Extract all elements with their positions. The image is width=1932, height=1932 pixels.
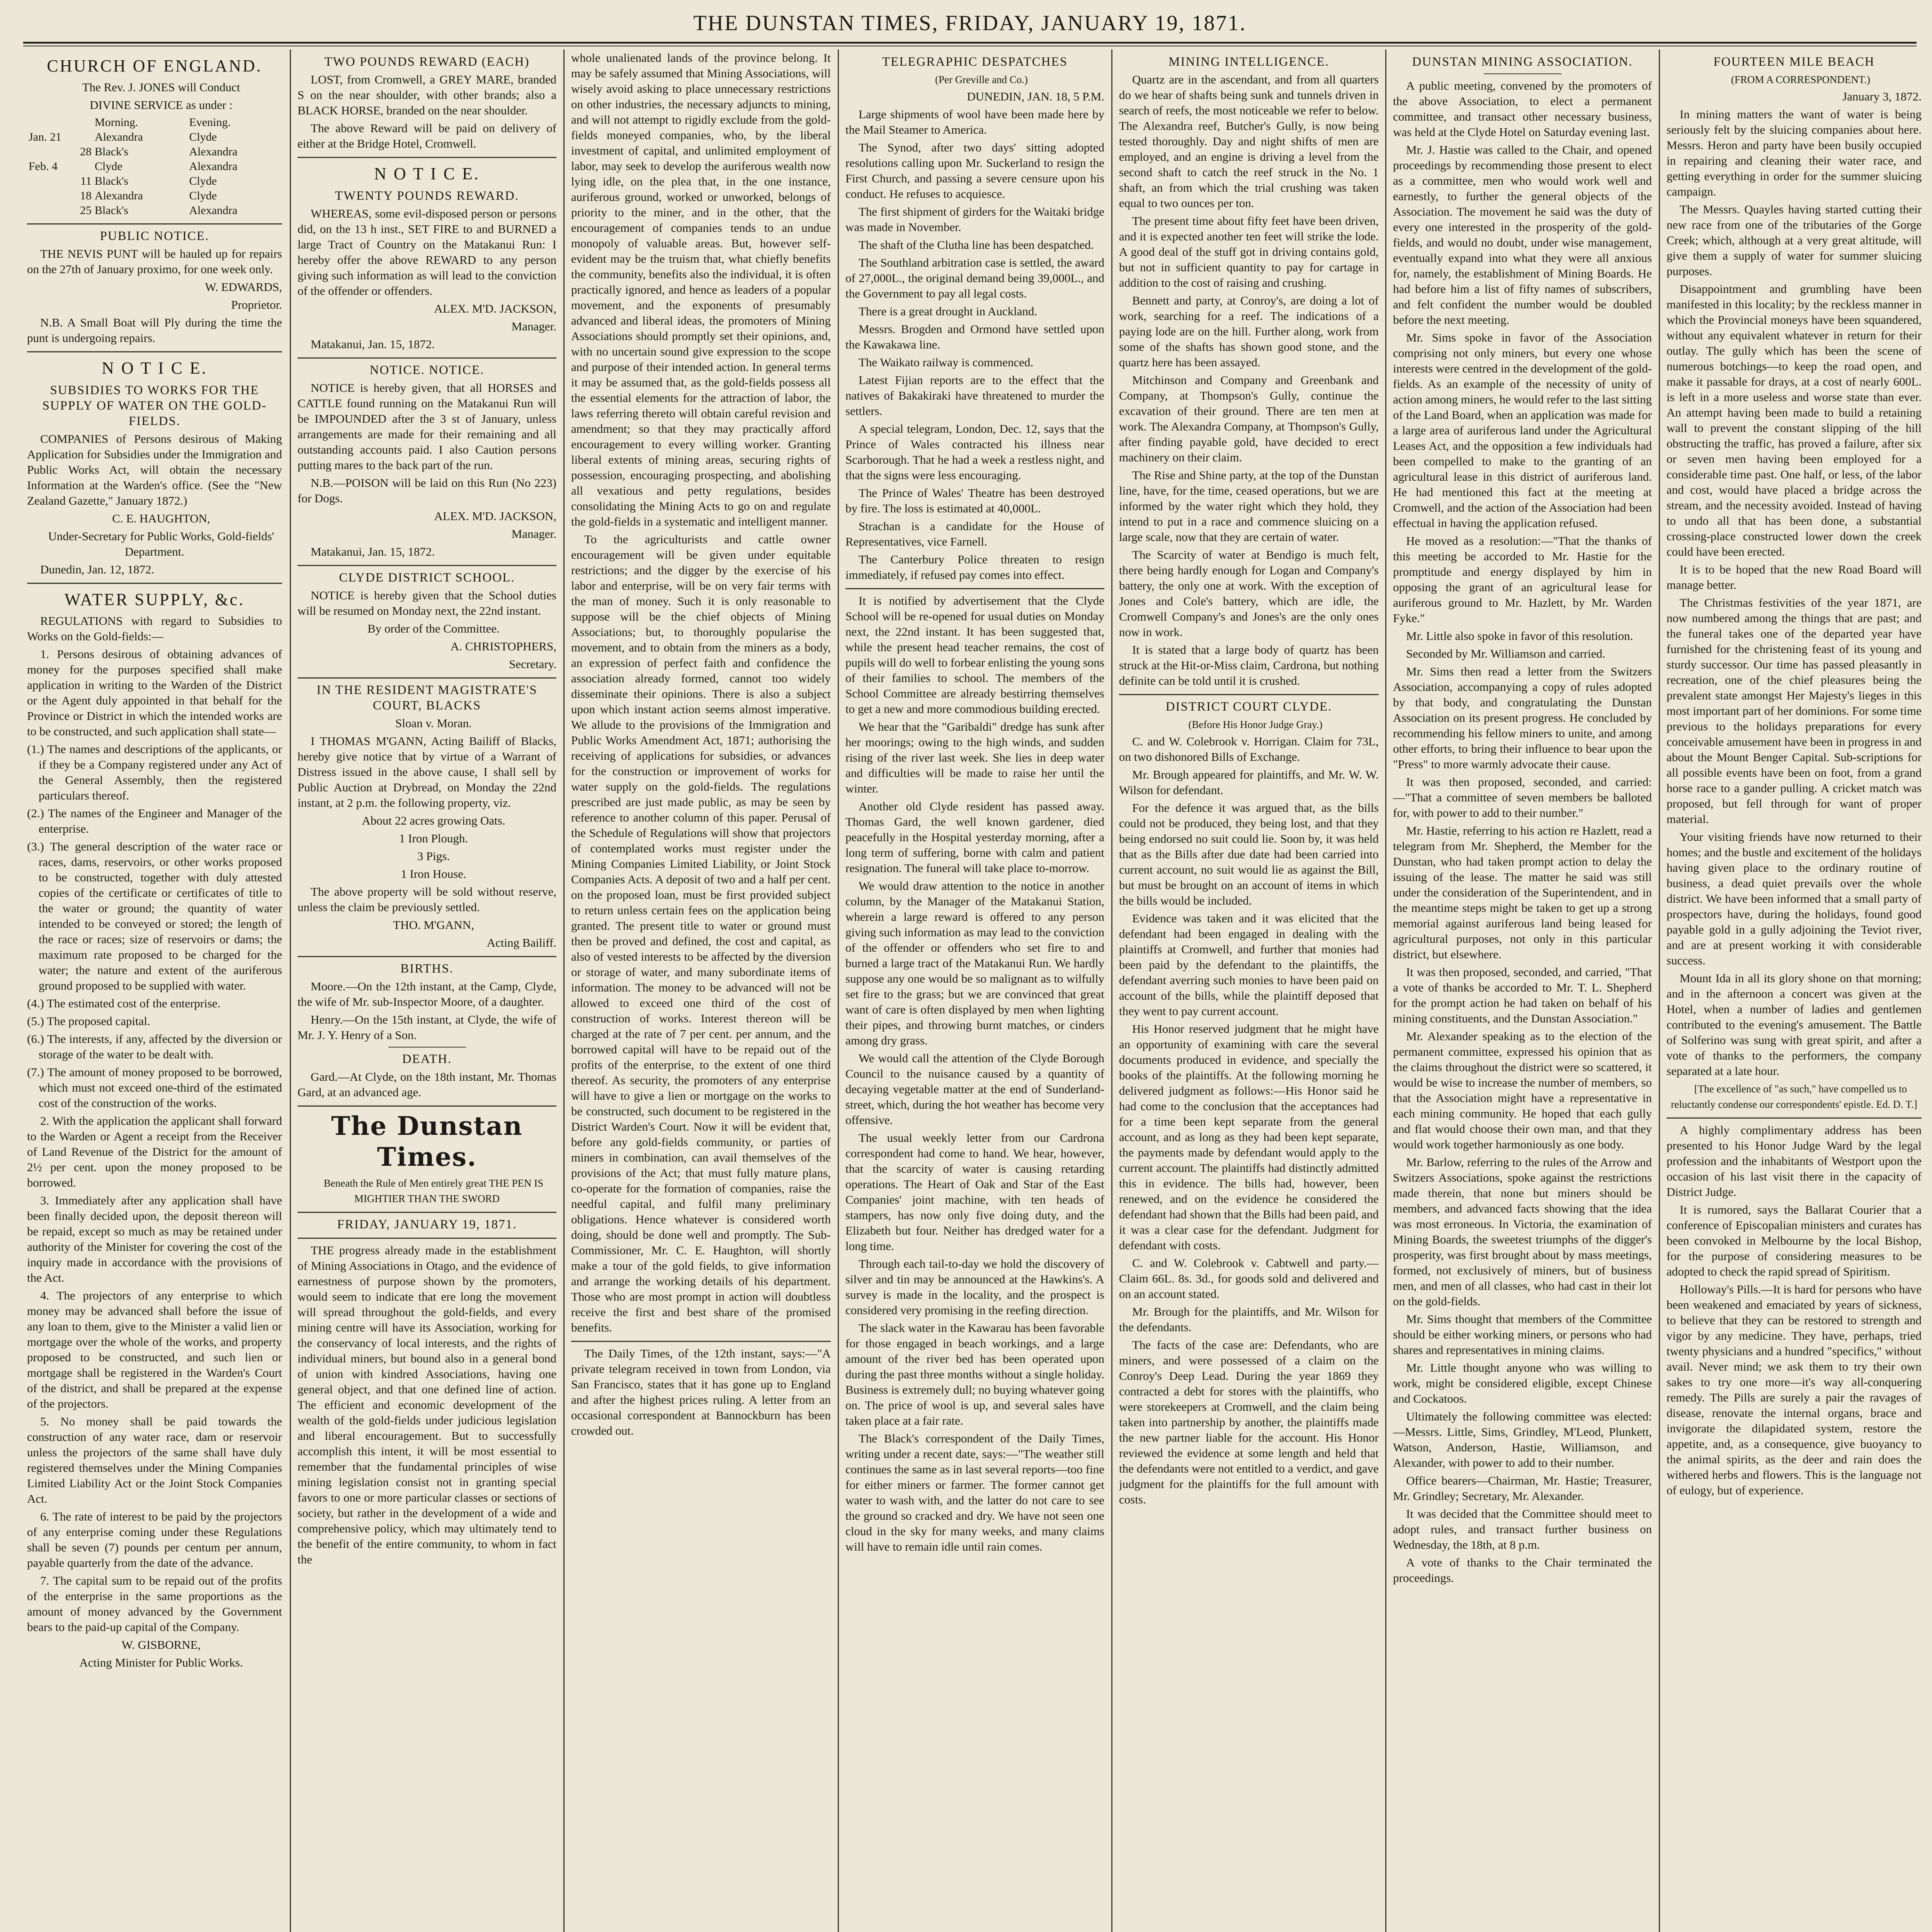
column-3	[571, 50, 831, 1932]
beach-sub: (FROM A CORRESPONDENT.)	[1731, 74, 1871, 85]
regulation-para: 6. The rate of interest to be paid by the projectors of any enterprise coming under these Regulations shall be seven (7) pounds per centum per annum, payable quarterly from the date of the advance.	[27, 1510, 282, 1570]
schedule-row	[27, 203, 282, 218]
regulation-item: (7.) The amount of money proposed to be borrowed, which must not exceed one-third of the estimated cost of the construction of the works.	[27, 1065, 282, 1110]
mining-para: The present time about fifty feet have been driven, and it is expected another ten feet will strike the lode. A good deal of the stuff got in driving contains gold, but not in sufficient quantity to pay for cartage in addition to the cost of raising and crushing.	[1119, 214, 1379, 289]
beach-title: FOURTEEN MILE BEACH	[1713, 55, 1875, 69]
divider	[298, 1105, 556, 1107]
schedule-evening: Clyde	[189, 131, 217, 143]
court-para: The facts of the case are: Defendants, who are miners, and were possessed of a claim on the Conroy's Deep Lead. During the year 1869 they contracted a debt for stores with the plaintiffs, who were storekeepers at Cromwell, and the claim being taken into partnership by another, the plaintiffs made the new partner liable for the account. His Honor reviewed the evidence at some length and held that the defendants were not entitled to a verdict, and gave judgment for the plaintiffs for the full amount with costs.	[1119, 1338, 1379, 1506]
notice-date: Dunedin, Jan. 12, 1872.	[40, 563, 155, 576]
masthead: THE DUNSTAN TIMES, FRIDAY, JANUARY 19, 1871.	[693, 11, 1247, 35]
schedule-evening: Alexandra	[189, 145, 238, 158]
paper-motto: Beneath the Rule of Men entirely great THE PEN IS MIGHTIER THAN THE SWORD	[323, 1177, 544, 1204]
schedule-date: 28	[80, 145, 92, 158]
mining-title: MINING INTELLIGENCE.	[1168, 55, 1329, 69]
public-notice-title: PUBLIC NOTICE.	[100, 229, 209, 243]
court-body: The above property will be sold without reserve, unless the claim be previously settled.	[298, 885, 556, 914]
divider	[388, 1047, 466, 1048]
death-notice: Gard.—At Clyde, on the 18th instant, Mr. Thomas Gard, at an advanced age.	[298, 1070, 556, 1099]
column-7	[1667, 50, 1922, 1932]
news-item: The Daily Times, of the 12th instant, says:—"A private telegram received in town from London, via San Francisco, states that it has gone up to England and after the highest prices ruling. A letter from an occasional correspondent at Bannockburn has been crowded out.	[571, 1347, 831, 1437]
beach-para: The Christmas festivities of the year 1871, are now numbered among the things that are past; and the funeral takes one of the departed year have furnished for the christening feast of its young and sturdy successor. Our time has passed pleasantly in recreation, one of the chief pleasures being the prevalent state amongst Her Majesty's lieges in this most important part of her dominions. For some time previous to the holidays preparations for every conceivable amusement have been in progress in and about the Mount Benger Capital. Sub-scriptions for all possible events have been on foot, from a grand horse race to a gander pulling. A cricket match was proposed, but fell through for want of proper material.	[1667, 596, 1922, 826]
schedule-morning: Alexandra	[95, 131, 143, 143]
schedule-head-morning: Morning.	[95, 116, 138, 129]
school-title: CLYDE DISTRICT SCHOOL.	[339, 571, 515, 585]
mining-para: The Scarcity of water at Bendigo is much felt, there being hardly enough for Logan and Company's battery, the only one at work. With the exception of Jones and Cole's battery, which are idle, the Cromwell Company's and Jones's are the only ones now in work.	[1119, 548, 1379, 639]
editorial-para: To the agriculturists and cattle owner encouragement will be given under equitable restrictions; and the digger by the exercise of his labor and enterprise, will be on very fair terms with the man of money. Such it is only reasonable to suppose will be the chief objects of Mining Associations; but, to thoroughly popularise the movement, and to obtain from the miners as a body, an expression of perfect faith and confidence the association already formed, cannot too widely disseminate their opinions. There is also a subject upon which instant action seems almost imperative. We allude to the provisions of the Immigration and Public Works Amendment Act, 1871; authorising the receiving of applications for subsidies, or advances for the construction or improvement of works for water supply on the gold-fields. The regulations prescribed are just made public, as may be seen by reference to another column of this paper. Perusal of the Schedule of Regulations will show that projectors of contemplated works must register under the Mining Companies Limited Liability, or Joint Stock Companies Acts. A deposit of two and a half per cent. on the proposed loan, must be first provided subject to return unless certain fees on the application being granted. The present title to water or ground must then be proved and defined, the cost and capital, as also of vested interests to be affected by the diversion or storage of water, and many subordinate items of information. The money to be advanced will not be allowed to exceed one third of the cost of construction of works. Interest thereon will be charged at the rate of 7 per cent. per annum, and the borrowed capital will have to be repaid out of the profits of the enterprise, to the extent of one third thereof. As security, the promoters of any enterprise will have to give a lien or mortgage on the works to be constructed, such document to be registered in the District Warden's Court. Now it will be evident that, before any gold-fields community, or parties of miners in combination, can avail themselves of the provisions of the Act; that must fully mature plans, co-operate for the formation of companies, raise the needful capital, and fulfil many preliminary obligations. Hence whatever is considered worth doing, should be done well and promptly. The Sub-Commissioner, Mr. C. E. Haughton, will shortly make a tour of the gold fields, to give information and arrange the working details of his department. Those who are most prompt in action will doubtless receive the first and best share of the promised benefits.	[571, 532, 831, 1334]
schedule-row	[27, 130, 282, 145]
column-rule	[838, 49, 839, 1932]
association-para: A vote of thanks to the Chair terminated the proceedings.	[1393, 1556, 1652, 1585]
news-para: Messrs. Brogden and Ormond have settled upon the Kawakawa line.	[845, 322, 1104, 351]
column-5	[1119, 50, 1379, 1932]
news-para: It is notified by advertisement that the Clyde School will be re-opened for usual duties on Monday next, the 22nd instant. It has been suggested that, while the present head teacher remains, the cost of pupils will do well to forbear enlisting the young sons of their families to school. The members of the School Committee are already bestirring themselves to get a new and more commodious building erected.	[845, 594, 1104, 716]
association-para: A public meeting, convened by the promoters of the above Association, to elect a permanent committee, and transact other necessary business, was held at the Clyde Hotel on Saturday evening last.	[1393, 79, 1652, 139]
schedule-date: 25	[80, 204, 92, 217]
public-notice-nb: N.B. A Small Boat will Ply during the time the punt is undergoing repairs.	[27, 316, 282, 345]
mining-para: Mitchinson and Company and Greenbank and Company, at Thompson's Gully, continue the excavation of their ground. There are ten men at work. The Alexandra Company, at Thompson's Gully, after finding payable gold, have decided to erect machinery on their claim.	[1119, 373, 1379, 464]
schedule-morning: Black's	[95, 175, 129, 187]
signature: ALEX. M'D. JACKSON,	[434, 509, 556, 523]
court-para: Mr. Brough appeared for plaintiffs, and Mr. W. W. Wilson for defendant.	[1119, 768, 1379, 797]
schedule-evening: Clyde	[189, 175, 217, 187]
schedule-morning: Black's	[95, 204, 129, 217]
news-para: It is rumored, says the Ballarat Courier that a conference of Episcopalian ministers and curates has been convoked in Melbourne by the local Bishop, for the purpose of considering measures to be adopted to check the rapid spread of Spiritism.	[1667, 1203, 1922, 1278]
news-para: Large shipments of wool have been made here by the Mail Steamer to America.	[845, 107, 1104, 136]
signature-role: Manager.	[511, 320, 556, 333]
masthead-rule	[23, 42, 1917, 44]
divider	[27, 223, 282, 224]
signature: W. GISBORNE,	[121, 1638, 201, 1651]
beach-para: It is to be hoped that the new Road Board will manage better.	[1667, 563, 1922, 592]
schedule-date: Jan. 21	[29, 131, 61, 143]
divider	[298, 157, 556, 158]
notice-title: NOTICE. NOTICE.	[369, 363, 485, 377]
court-sub: (Before His Honor Judge Gray.)	[1188, 719, 1323, 730]
court-item: 1 Iron House.	[401, 867, 466, 881]
school-order: By order of the Committee.	[367, 622, 500, 635]
schedule-evening: Clyde	[189, 189, 217, 202]
signature-role: Acting Bailiff.	[486, 936, 556, 949]
column-rule	[563, 49, 565, 1932]
news-para: A special telegram, London, Dec. 12, says that the Prince of Wales contracted his illness near Scarborough. That he had a week a restless night, and that the signs were less encouraging.	[845, 422, 1104, 482]
association-para: Seconded by Mr. Williamson and carried.	[1406, 647, 1605, 660]
school-body: NOTICE is hereby given that the School duties will be resumed on Monday next, the 22nd instant.	[298, 588, 556, 617]
news-para: The Synod, after two days' sitting adopted resolutions calling upon Mr. Suckerland to resign the First Church, and passing a severe censure upon his conduct. He refuses to acquiesce.	[845, 141, 1104, 201]
news-para: Another old Clyde resident has passed away. Thomas Gard, the well known gardener, died peacefully in the Hospital yesterday morning, after a long term of suffering, borne with calm and patient resignation. The funeral will take place to-morrow.	[845, 799, 1104, 875]
news-para: The shaft of the Clutha line has been despatched.	[859, 238, 1094, 252]
signature: A. CHRISTOPHERS,	[450, 639, 556, 653]
signature-role: Secretary.	[509, 657, 556, 671]
news-para: Strachan is a candidate for the House of Representatives, vice Farnell.	[845, 519, 1104, 548]
court-case: Sloan v. Moran.	[395, 716, 472, 730]
association-para: Mr. Sims thought that members of the Committee should be either working miners, or persons who had shares and representatives in mining claims.	[1393, 1312, 1652, 1357]
court-title: IN THE RESIDENT MAGISTRATE'S COURT, BLACKS	[316, 683, 537, 713]
signature-role: Under-Secretary for Public Works, Gold-fields' Department.	[48, 529, 274, 558]
regulation-item: (5.) The proposed capital.	[27, 1014, 150, 1028]
court-para: C. and W. Colebrook v. Cabtwell and party.—Claim 66L. 8s. 3d., for goods sold and delivered and on an account stated.	[1119, 1256, 1379, 1301]
schedule-row	[27, 159, 282, 174]
column-rule	[1385, 49, 1386, 1932]
court-item: 3 Pigs.	[417, 849, 450, 863]
mining-para: Quartz are in the ascendant, and from all quarters do we hear of shafts being sunk and tunnels driven in search of reefs, the most noticeable we refer to below. The Alexandra reef, Butcher's Gully, is now being tested thoroughly. Day and night shifts of men are employed, and an engine is driving a level from the second shaft to catch the reef struck in the No. 1 shaft, an from which the trial crushing was taken equal to two ounces per ton.	[1119, 73, 1379, 210]
association-para: Mr. Little thought anyone who was willing to work, might be considered eligible, except Chinese and Cockatoos.	[1393, 1361, 1652, 1405]
regulation-para: 4. The projectors of any enterprise to which money may be advanced shall before the issue of any loan to them, give to the Minister a valid lien or mortgage over the whole of the works, and property proposed to be constructed, and such lien or mortgage shall be registered in the Warden's Court of the district, and shall be prepared at the expense of the projectors.	[27, 1289, 282, 1410]
notice-body: NOTICE is hereby given, that all HORSES and CATTLE found running on the Matakanui Run will be IMPOUNDED after the 3 st of January, unless arrangements are made for their remaining and all outstanding accounts paid. I also Caution persons putting mares to the back part of the run.	[298, 381, 556, 472]
water-supply-intro: REGULATIONS with regard to Subsidies to Works on the Gold-fields:—	[27, 614, 282, 643]
signature: C. E. HAUGHTON,	[112, 512, 210, 525]
association-title: DUNSTAN MINING ASSOCIATION.	[1412, 55, 1633, 69]
mining-para: The Rise and Shine party, at the top of the Dunstan line, have, for the time, ceased operations, but we are informed by the water right which they hold, they intend to put in a race and commence sluicing on a large scale, now that they are certain of water.	[1119, 468, 1379, 544]
association-para: He moved as a resolution:—"That the thanks of this meeting be accorded to Mr. Hastie for the promptitude and energy displayed by him in opposing the grant of an agricultural lease for auriferous ground to Mr. Hazlett, by Mr. Warden Fyke."	[1393, 534, 1652, 625]
telegraph-dateline: DUNEDIN, JAN. 18, 5 P.M.	[967, 90, 1104, 103]
court-title: DISTRICT COURT CLYDE.	[1165, 700, 1332, 714]
regulation-item: (1.) The names and descriptions of the applicants, or if they be a Company registered under any Act of the General Assembly, then the registered particulars thereof.	[27, 742, 282, 802]
signature: W. EDWARDS,	[205, 280, 282, 294]
signature-role: Acting Minister for Public Works.	[79, 1656, 243, 1669]
news-para: We would call the attention of the Clyde Borough Council to the nuisance caused by a quantity of decaying vegetable matter at the end of Sunderland-street, which, during the hot weather has become very offensive.	[845, 1051, 1104, 1127]
divider	[298, 357, 556, 359]
water-supply-title: WATER SUPPLY, &c.	[64, 590, 245, 609]
reward-body: LOST, from Cromwell, a GREY MARE, branded S on the near shoulder, with other brands; also a BLACK HORSE, branded on the near shoulder.	[298, 73, 556, 117]
association-para: Mr. Hastie, referring to his action re Hazlett, read a telegram from Mr. Shepherd, the Member for the Dunstan, who had taken prompt action to delay the issuing of the lease. The matter he said was still under the consideration of the Superintendent, and in the meantime steps might be taken to get up a strong memorial against auriferous land being leased for agricultural purposes, not only in this particular district, but elsewhere.	[1393, 824, 1652, 961]
reward-body: The above Reward will be paid on delivery of either at the Bridge Hotel, Cromwell.	[298, 121, 556, 150]
beach-para: Disappointment and grumbling have been manifested in this locality; by the reckless manner in which the Provincial moneys have been squandered, without any equivalent whatever in return for their outlay. The gully which has been the scene of numerous botchings—to keep the road open, and make it passable for drays, at a cost of nearly 600L. is left in a more useless and worse state than ever. An attempt having been made to build a retaining wall to prevent the constant slipping of the hill obstructing the traffic, has proved a failure, after six or seven men having been employed for a considerable time past. One half, or less, of the labor and cost, would have placed a bridge across the stream, and the necessity avoided. Instead of having to undo all that has been done, a substantial crossing-place constructed lower down the creek could have been erected.	[1667, 282, 1922, 558]
signature: ALEX. M'D. JACKSON,	[434, 302, 556, 315]
death-title: DEATH.	[402, 1052, 452, 1066]
beach-para: Mount Ida in all its glory shone on that morning; and in the afternoon a concert was given at the Hotel, when a number of ladies and gentlemen contributed to the evening's amusement. The Battle of Solferino was sung with great spirit, and after a vote of thanks to the performers, the company separated at a late hour.	[1667, 971, 1922, 1078]
divider	[27, 583, 282, 584]
church-title: CHURCH OF ENGLAND.	[47, 56, 262, 75]
association-para: It was then proposed, seconded, and carried:—"That a committee of seven members be balloted for, with power to add to their number."	[1393, 775, 1652, 820]
schedule-date: Feb. 4	[29, 160, 58, 173]
divider	[27, 351, 282, 352]
court-para: Evidence was taken and it was elicited that the defendant had been engaged in dealing with the plaintiffs at Cromwell, and further that monies had been paid by the defendant to the plaintiffs, the defendant averring such monies to have been paid on account of the bills, while the plaintiff deposed that they went to pay current account.	[1119, 912, 1379, 1018]
news-para: The first shipment of girders for the Waitaki bridge was made in November.	[845, 205, 1104, 234]
association-para: Mr. Little also spoke in favor of this resolution.	[1406, 629, 1633, 643]
divider	[1119, 694, 1379, 695]
notice-date: Matakanui, Jan. 15, 1872.	[311, 337, 435, 351]
births-title: BIRTHS.	[400, 962, 454, 976]
column-1	[27, 50, 282, 1932]
association-para: Office bearers—Chairman, Mr. Hastie; Treasurer, Mr. Grindley; Secretary, Mr. Alexander.	[1393, 1474, 1652, 1503]
mining-para: Bennett and party, at Conroy's, are doing a lot of work, searching for a reef. The indications of a paying lode are on the hill. Further along, work from some of the shafts has shown good stone, and the quartz here has been assayed.	[1119, 294, 1379, 369]
church-line: The Rev. J. JONES will Conduct	[82, 80, 240, 94]
church-line: DIVINE SERVICE as under :	[90, 98, 233, 112]
editorial-para: THE progress already made in the establishment of Mining Associations in Otago, and the evidence of earnestness of purpose shown by the promoters, would seem to indicate that ere long the movement will spread throughout the gold-fields, and every mining centre will have its Association, working for the conservancy of local interests, and the rights of individual miners, but bound also in a general bond of union with kindred Associations, having one general object, and that one defined line of action. The efficient and economic development of the wealth of the gold-fields under judicious legislation and liberal encouragement. But to successfully accomplish this intent, it will be most essential to remember that the fundamental principles of wise mining legislation consist not in granting special favors to one or more particular classes or sections of society, but rather in the development of a wide and comprehensive policy, which may ultimately tend to the benefit of the entire community, to whom in fact the	[298, 1243, 556, 1566]
reward-title: TWO POUNDS REWARD (EACH)	[324, 55, 530, 69]
court-para: C. and W. Colebrook v. Horrigan. Claim for 73L, on two dishonored Bills of Exchange.	[1119, 735, 1379, 764]
divider	[571, 1341, 831, 1342]
column-rule	[1659, 49, 1660, 1932]
news-para: The Black's correspondent of the Daily Times, writing under a recent date, says:—"The weather still continues the same as in last several reports—too fine for either miners or farmer. The former cannot get water to wash with, and the latter do not care to see the ground so cracked and dry. We have not seen one cloud in the sky for many weeks, and many claims will have to remain idle until rain comes.	[845, 1432, 1104, 1553]
schedule-morning: Black's	[95, 145, 129, 158]
schedule-evening: Alexandra	[189, 204, 238, 217]
news-para: The Waikato railway is commenced.	[859, 355, 1034, 369]
signature-role: Proprietor.	[231, 298, 282, 311]
notice-heading: TWENTY POUNDS REWARD.	[335, 189, 519, 203]
regulation-item: (6.) The interests, if any, affected by the diversion or storage of the water to be dealt with.	[27, 1032, 282, 1061]
regulation-para: 5. No money shall be paid towards the construction of any water race, dam or reservoir unless the projectors of the same shall have duly registered themselves under the Mining Companies Limited Liability Act or the Joint Stock Companies Act.	[27, 1415, 282, 1505]
schedule-row	[27, 189, 282, 203]
notice-title: N O T I C E.	[374, 164, 480, 183]
beach-date: January 3, 1872.	[1842, 90, 1922, 103]
schedule-morning: Alexandra	[95, 189, 143, 202]
court-para: For the defence it was argued that, as the bills could not be produced, they being lost, and that they being endorsed no suit could lie. Soon by, it was held that as the Bills after due date had been carried into current account, no suit would lie as against the Bill, but must be brought on an account of items in which the bills would be included.	[1119, 801, 1379, 907]
association-para: Mr. Sims then read a letter from the Switzers Association, accompanying a copy of rules adopted by that body, and congratulating the Dunstan Association on its present progress. He concluded by recommending his fellow miners to unite, and among other efforts, to bring their influence to bear upon the "Press" to more warmly advocate their cause.	[1393, 665, 1652, 771]
divider	[298, 1238, 556, 1239]
news-para: A highly complimentary address has been presented to his Honor Judge Ward by the legal profession and the inhabitants of Westport upon the occasion of his last visit there in the capacity of District Judge.	[1667, 1123, 1922, 1199]
notice-nb: N.B.—POISON will be laid on this Run (No 223) for Dogs.	[298, 476, 556, 505]
editor-note: [The excellence of "as such," have compelled us to reluctantly condense our correspondents' epistle. Ed. D. T.]	[1671, 1083, 1917, 1110]
signature-role: Manager.	[511, 527, 556, 541]
association-para: It was decided that the Committee should meet to adopt rules, and transact further business on Wednesday, the 18th, at 8 p.m.	[1393, 1507, 1652, 1551]
court-item: About 22 acres growing Oats.	[362, 814, 505, 827]
news-para: The usual weekly letter from our Cardrona correspondent had come to hand. We hear, however, that the scarcity of water is causing retarding operations. The Heart of Oak and Star of the East Companies' joint machine, with ten heads of stampers, has now only five doing duty, and the Elizabeth but four. Neither has dredged water for a long time.	[845, 1131, 1104, 1253]
column-4	[845, 50, 1104, 1932]
court-para: Mr. Brough for the plaintiffs, and Mr. Wilson for the defendants.	[1119, 1305, 1379, 1334]
column-2	[298, 50, 556, 1932]
divider	[845, 588, 1104, 589]
regulation-para: 7. The capital sum to be repaid out of the profits of the enterprise in the same proportions as the amount of money advanced by the Government bears to the paid-up capital of the Company.	[27, 1574, 282, 1634]
news-para: The Canterbury Police threaten to resign immediately, if refused pay comes into effect.	[845, 553, 1104, 582]
regulation-item: (2.) The names of the Engineer and Manager of the enterprise.	[27, 806, 282, 835]
notice-body: WHEREAS, some evil-disposed person or persons did, on the 13 h inst., SET FIRE to and BURNED a large Tract of Country on the Matakanui Run: I hereby offer the above REWARD to any person giving such information as will lead to the conviction of the offender or offenders.	[298, 207, 556, 298]
notice-heading: SUBSIDIES TO WORKS FOR THE SUPPLY OF WATER ON THE GOLD-FIELDS.	[42, 383, 267, 428]
association-para: It was then proposed, seconded, and carried, "That a vote of thanks be accorded to Mr. T. L. Shepherd for the prompt action he had taken on behalf of his mining constituents, and the Dunstan Association."	[1393, 965, 1652, 1025]
news-para: The slack water in the Kawarau has been favorable for those engaged in beach workings, and a large amount of the river bed has been operated upon during the past three months without a single holiday. Business is extremely dull; no buying whatever going on. The price of wool is up, and several sales have taken place at a fair rate.	[845, 1321, 1104, 1427]
telegraph-title: TELEGRAPHIC DESPATCHES	[882, 55, 1068, 69]
paper-date: FRIDAY, JANUARY 19, 1871.	[337, 1218, 517, 1231]
court-para: His Honor reserved judgment that he might have an opportunity of examining with care the several documents produced in evidence, and specially the books of the plaintiffs. At the following morning he delivered judgment as follows:—His Honor said he had come to the conclusion that the acceptances had for a time been kept separate from the general account, and as long as they had been kept separate, the payments made by defendant would apply to the current account. The plaintiffs had distinctly admitted this in evidence. The bills had, however, been renewed, and on the evidence he considered the defendant had shown that the Bills had been paid, and it was a clear case for the defendant. Judgment for defendant with costs.	[1119, 1022, 1379, 1252]
mining-para: It is stated that a large body of quartz has been struck at the Hit-or-Miss claim, Cardrona, but nothing definite can be told until it is crushed.	[1119, 643, 1379, 687]
regulation-item: (3.) The general description of the water race or races, dams, reservoirs, or other works proposed to be constructed, together with duly attested copies of the certificate or certificates of title to the water or ground; the quantity of water intended to be conveyed or stored; the length of the race or races; size of reservoirs or dams; the maximum rate proposed to be charged for the water; the nature and extent of the auriferous ground proposed to be supplied with water.	[27, 840, 282, 992]
divider	[298, 677, 556, 679]
schedule-evening: Alexandra	[189, 160, 238, 173]
regulation-para: 3. Immediately after any application shall have been finally decided upon, the deposit thereon will be repaid, except so much as may be retained under authority of the Minister for covering the cost of the inquiry made in accordance with the provisions of the Act.	[27, 1194, 282, 1284]
news-para: We hear that the "Garibaldi" dredge has sunk after her moorings; owing to the high winds, and sudden rising of the river last week. She lies in deep water and difficulties will be made to raise her until the winter.	[845, 720, 1104, 795]
public-notice-body: THE NEVIS PUNT will be hauled up for repairs on the 27th of January proximo, for one week only.	[27, 247, 282, 276]
association-para: Mr. Barlow, referring to the rules of the Arrow and Switzers Associations, spoke against the restrictions made therein, that none but miners should be members, and advanced facts showing that the idea was most erroneous. In Victoria, the examination of Mining Boards, the sweetest triumphs of the digger's prosperity, was first brought about by mass meetings, formed, not exclusively of miners, but of business men, and men of all classes, who had cast in their lot on the gold-fields.	[1393, 1155, 1652, 1308]
news-para: Latest Fijian reports are to the effect that the natives of Bakakiraki have threatened to murder the settlers.	[845, 373, 1104, 418]
news-para: Through each tail-to-day we hold the discovery of silver and tin may be announced at the Hawkins's. A survey is made in the locality, and the prospect is considered very promising in the reefing direction.	[845, 1257, 1104, 1317]
association-para: Mr. Alexander speaking as to the election of the permanent committee, expressed his opinion that as the claims throughout the district were so scattered, it would be wise to increase the number of members, so that the Association might have a representative in each mining community. He hoped that each gully and flat would choose their own man, and that they would work together harmoniously as one body.	[1393, 1029, 1652, 1151]
court-item: 1 Iron Plough.	[399, 832, 468, 845]
divider	[1667, 1117, 1922, 1119]
regulation-item: (4.) The estimated cost of the enterprise.	[27, 997, 221, 1010]
paper-nameplate: The Dunstan Times.	[331, 1111, 523, 1172]
divider	[298, 956, 556, 957]
notice-date: Matakanui, Jan. 15, 1872.	[311, 545, 435, 558]
schedule-date: 18	[80, 189, 92, 202]
beach-para: Your visiting friends have now returned to their homes; and the bustle and excitement of the holidays having given place to the ordinary routine of business, a dead quiet prevails over the whole district. We have been informed that a small party of prospectors have, during the holidays, found good payable gold in a gully adjoining the Teviot river, and are at present working it with considerable success.	[1667, 830, 1922, 967]
schedule-morning: Clyde	[95, 160, 122, 173]
court-body: I THOMAS M'GANN, Acting Bailiff of Blacks, hereby give notice that by virtue of a Warrant of Distress issued in the above cause, I shall sell by Public Auction at Drybread, on Monday the 22nd instant, at 2 p.m. the following property, viz.	[298, 734, 556, 810]
news-para: There is a great drought in Auckland.	[859, 304, 1037, 318]
divider	[298, 1212, 556, 1213]
notice-body: COMPANIES of Persons desirous of Making Application for Subsidies under the Immigration and Public Works Act, will obtain the necessary Information at the Warden's office. (See the "New Zealand Gazette," January 1872.)	[27, 432, 282, 507]
regulation-para: 2. With the application the applicant shall forward to the Warden or Agent a receipt from the Receiver of Land Revenue of the District for the amount of 2½ per cent. upon the money proposed to be borrowed.	[27, 1114, 282, 1189]
birth-notice: Moore.—On the 12th instant, at the Camp, Clyde, the wife of Mr. sub-Inspector Moore, of a daughter.	[298, 980, 556, 1009]
news-para: The Southland arbitration case is settled, the award of 27,000L., the original demand being 39,000L., and the Government to pay all legal costs.	[845, 256, 1104, 300]
association-para: Ultimately the following committee was elected:—Messrs. Little, Sims, Grindley, M'Leod, Plunkett, Watson, Anderson, Hastie, Williamson, and Alexander, with power to add to their number.	[1393, 1410, 1652, 1469]
column-rule	[290, 49, 291, 1932]
divider	[298, 565, 556, 566]
schedule-date: 11	[80, 175, 92, 187]
service-schedule	[27, 115, 282, 218]
telegraph-sub: (Per Greville and Co.)	[935, 74, 1028, 85]
divider	[1484, 73, 1561, 74]
signature: THO. M'GANN,	[393, 918, 474, 932]
column-rule	[1111, 49, 1112, 1932]
column-6	[1393, 50, 1652, 1932]
editorial-para: whole unalienated lands of the province belong. It may be safely assumed that Mining Associations, will wisely avoid asking to place unnecessary restrictions on other industries, the necessary adjuncts to mining, and will not attempt to rigidly exclude from the gold-fields moneyed companies, who, by the liberal investment of capital, and unlimited employment of labor, may seek to develop the auriferous wealth now lying idle, on the plea that, in the one instance, auriferous ground, worked or unworked, belongs of priority to the miner, and in the other, that the encouragement of companies tends to an undue monopoly of valuable areas. But, however self-evident may be the truism that, what chiefly benefits the community, benefits also the individual, it is often practically ignored, and hence as leaders of a popular movement, and the exponents of presumably advanced and liberal ideas, the promoters of Mining Associations should promptly set their opinions, and, with no uncertain sound give expression to the scope and purpose of their intended action. In general terms it may be assumed that, as the gold-fields possess all the essential elements for the attraction of labor, the laws referring thereto will obtain careful revision and amendment; so that they may practically afford encouragement to every willing worker. Granting liberal extents of mining areas, securing rights of possession, encouraging prospecting, and abolishing all vexatious and petty regulations, besides consolidating the Mining Acts to go on and regulate the gold-fields in a systematic and intelligent manner.	[571, 51, 831, 528]
birth-notice: Henry.—On the 15th instant, at Clyde, the wife of Mr. J. Y. Henry of a Son.	[298, 1013, 556, 1042]
schedule-head-evening: Evening.	[189, 116, 231, 129]
schedule-row	[27, 174, 282, 189]
news-para: We would draw attention to the notice in another column, by the Manager of the Matakanui Station, wherein a large reward is offered to any person giving such information as may lead to the conviction of the offender or offenders who set fire to and burned a large tract of the Matakanui Run. We hardly suppose any one would be so malignant as to wilfully set fire to the grass; but we are convinced that great want of care is often displayed by men when lighting their pipes, and throwing burnt matches, or cinders among dry grass.	[845, 879, 1104, 1047]
beach-para: In mining matters the want of water is being seriously felt by the sluicing companies about here. Messrs. Heron and party have been busily occupied in repairing and cleaning their water race, and getting everything in order for the summer sluicing campaign.	[1667, 107, 1922, 198]
association-para: Mr. Sims spoke in favor of the Association comprising not only miners, but every one whose interests were centred in the development of the gold-fields. As an example of the necessity of unity of action among miners, he would refer to the last sitting of the Land Board, when an application was made for a large area of auriferous land under the Agricultural Leases Act, and the opposition a few individuals had been compelled to make to the granting of an agricultural lease in this district of auriferous land. He had mentioned this fact at the meeting at Cromwell, and the action of the Association had been effectual in having the application refused.	[1393, 331, 1652, 530]
advert-para: Holloway's Pills.—It is hard for persons who have been weakened and emaciated by years of sickness, to believe that they can be restored to strength and vigor by any medicine. They have, perhaps, tried twenty physicians and a hundred "specifics," without avail. Never mind; we ask them to try their own sakes to try one more—it's way all-conquering remedy. The Pills are surely a pair the ravages of disease, renovate the internal organs, brace and invigorate the dilapidated system, restore the appetite, and, as a consequence, give buoyancy to the animal spirits, as the deer and rain does the withered herbs and flowers. This is the language not of eulogy, but of experience.	[1667, 1282, 1922, 1497]
beach-para: The Messrs. Quayles having started cutting their new race from one of the tributaries of the Gorge Creek; which, although at a very great altitude, will give them a supply of water for summer sluicing purposes.	[1667, 202, 1922, 278]
notice-title: N O T I C E.	[102, 359, 207, 378]
news-para: The Prince of Wales' Theatre has been destroyed by fire. The loss is estimated at 40,000L.	[845, 486, 1104, 515]
schedule-row	[27, 145, 282, 159]
regulation-para: 1. Persons desirous of obtaining advances of money for the purposes specified shall make application in writing to the Warden of the District or the Agent duly appointed in that behalf for the Province or District in which the intended works are to be constructed, and such application shall state—	[27, 647, 282, 738]
association-para: Mr. J. Hastie was called to the Chair, and opened proceedings by recommending those present to elect as a committee, men who would work well and earnestly, to further the general objects of the Association. The movement he said was the duty of every one interested in the prosperity of the gold-fields, and would no doubt, under wise management, eventually expand into what they were all anxious for, namely, the establishment of Mining Boards. He had before him a list of fifty names of subscribers, and felt confident the number would be doubled before the next meeting.	[1393, 143, 1652, 327]
